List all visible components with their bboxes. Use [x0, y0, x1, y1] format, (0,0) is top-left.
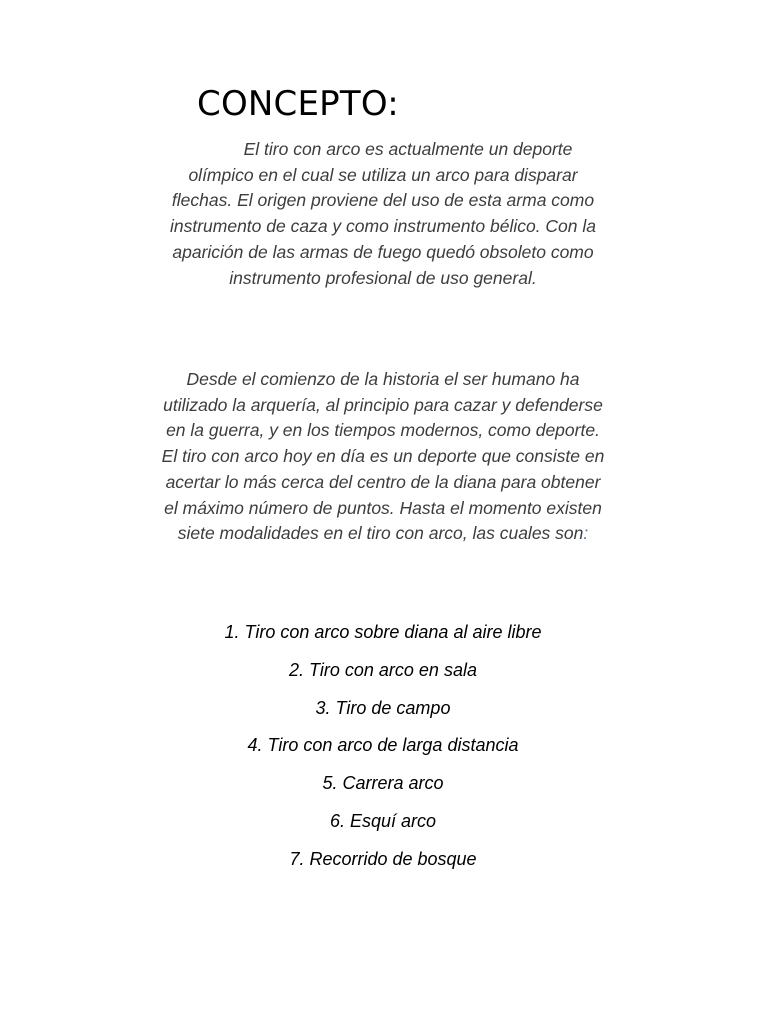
page-title: CONCEPTO:: [197, 84, 399, 124]
list-item: 2. Tiro con arco en sala: [289, 659, 477, 680]
intro-paragraph-text: El tiro con arco es actualmente un deporte olímpico en el cual se utiliza un arco para disparar flechas. El origen proviene del uso de esta arma como instrumento de caza y como instrumento bélico. Con la aparición de las armas de fuego quedó obsoleto como instrumento profesional de uso general.: [169, 139, 597, 288]
list-item: 3. Tiro de campo: [315, 697, 451, 718]
history-paragraph-colon: :: [583, 523, 589, 544]
history-paragraph: [160, 367, 606, 547]
history-paragraph-text: Desde el comienzo de la historia el ser humano ha utilizado la arquería, al principio para cazar y defenderse en la guerra, y en los tiempos modernos, como deporte. El tiro con arco hoy en día es un deporte que consiste en acertar lo más cerca del centro de la diana para obtener el máximo número de puntos. Hasta el momento existen siete modalidades en el tiro con arco, las cuales son: [161, 369, 605, 544]
intro-paragraph: [160, 137, 606, 291]
list-item: 4. Tiro con arco de larga distancia: [247, 735, 519, 756]
modalities-list: [160, 619, 606, 884]
list-item: 1. Tiro con arco sobre diana al aire libre: [224, 622, 542, 642]
list-item: 6. Esquí arco: [329, 810, 437, 831]
list-item: 5. Carrera arco: [322, 773, 444, 794]
list-item: 7. Recorrido de bosque: [289, 848, 477, 869]
